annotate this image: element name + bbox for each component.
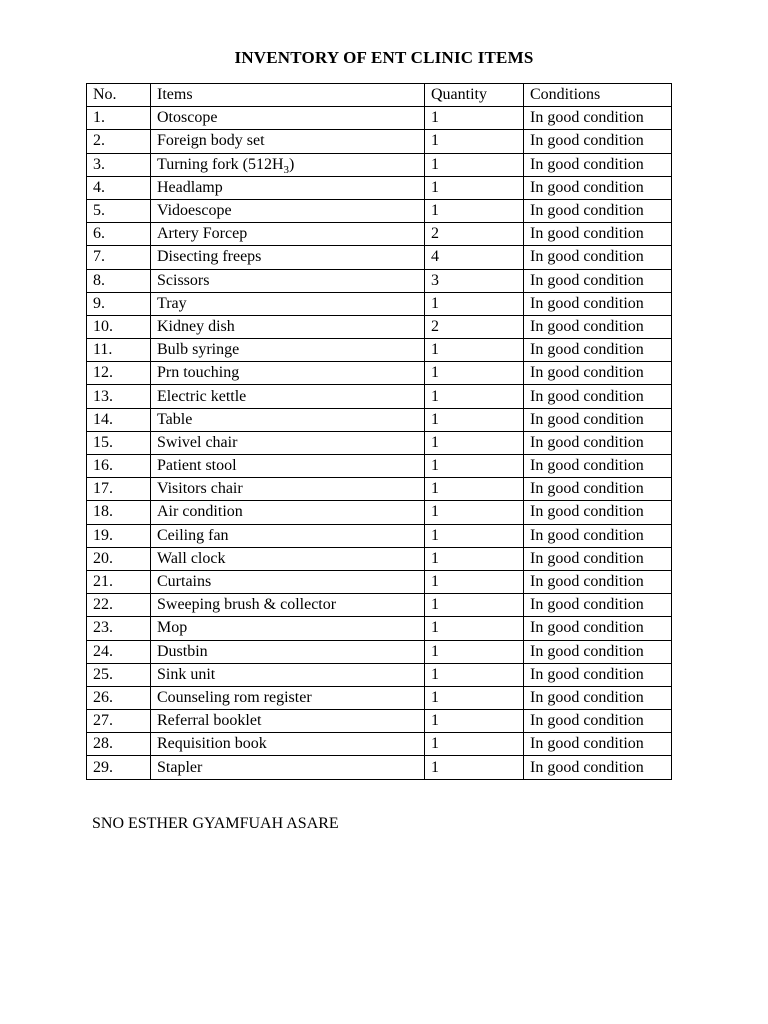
item-quantity: 1: [425, 686, 524, 709]
table-row: [87, 617, 672, 640]
row-number: 20.: [87, 547, 151, 570]
item-quantity: 1: [425, 107, 524, 130]
item-condition: In good condition: [524, 246, 672, 269]
item-condition: In good condition: [524, 315, 672, 338]
item-name: Wall clock: [151, 547, 425, 570]
row-number: 18.: [87, 501, 151, 524]
item-condition: In good condition: [524, 269, 672, 292]
table-row: [87, 269, 672, 292]
table-row: [87, 478, 672, 501]
row-number: 10.: [87, 315, 151, 338]
row-number: 29.: [87, 756, 151, 779]
item-quantity: 1: [425, 339, 524, 362]
row-number: 8.: [87, 269, 151, 292]
table-row: [87, 455, 672, 478]
item-quantity: 1: [425, 570, 524, 593]
item-quantity: 3: [425, 269, 524, 292]
row-number: 16.: [87, 455, 151, 478]
item-name: Air condition: [151, 501, 425, 524]
row-number: 28.: [87, 733, 151, 756]
table-row: [87, 130, 672, 153]
row-number: 13.: [87, 385, 151, 408]
inventory-table: [86, 83, 672, 780]
item-condition: In good condition: [524, 524, 672, 547]
item-name: Mop: [151, 617, 425, 640]
table-row: [87, 570, 672, 593]
item-name: Table: [151, 408, 425, 431]
table-row: [87, 501, 672, 524]
item-condition: In good condition: [524, 663, 672, 686]
item-name: Requisition book: [151, 733, 425, 756]
table-row: [87, 385, 672, 408]
item-name-text: Turning fork (512H: [157, 155, 284, 173]
item-quantity: 1: [425, 756, 524, 779]
document-title: INVENTORY OF ENT CLINIC ITEMS: [234, 48, 534, 67]
item-quantity: 1: [425, 455, 524, 478]
item-name: Vidoescope: [151, 199, 425, 222]
item-condition: In good condition: [524, 547, 672, 570]
table-row: [87, 292, 672, 315]
item-condition: In good condition: [524, 130, 672, 153]
header-items: Items: [151, 84, 425, 107]
item-condition: In good condition: [524, 153, 672, 176]
item-condition: In good condition: [524, 478, 672, 501]
header-no: No.: [87, 84, 151, 107]
item-quantity: 4: [425, 246, 524, 269]
inventory-table-body: [87, 107, 672, 779]
item-condition: In good condition: [524, 756, 672, 779]
table-row: [87, 547, 672, 570]
item-condition: In good condition: [524, 640, 672, 663]
header-quantity: Quantity: [425, 84, 524, 107]
item-name: Artery Forcep: [151, 223, 425, 246]
row-number: 7.: [87, 246, 151, 269]
table-row: [87, 663, 672, 686]
row-number: 11.: [87, 339, 151, 362]
item-name: Curtains: [151, 570, 425, 593]
item-condition: In good condition: [524, 686, 672, 709]
item-quantity: 1: [425, 385, 524, 408]
item-condition: In good condition: [524, 292, 672, 315]
item-quantity: 1: [425, 617, 524, 640]
item-quantity: 2: [425, 223, 524, 246]
table-row: [87, 315, 672, 338]
item-quantity: 1: [425, 362, 524, 385]
table-row: [87, 176, 672, 199]
item-name: Swivel chair: [151, 431, 425, 454]
item-condition: In good condition: [524, 733, 672, 756]
item-quantity: 1: [425, 547, 524, 570]
row-number: 9.: [87, 292, 151, 315]
item-name: Sink unit: [151, 663, 425, 686]
item-name: Dustbin: [151, 640, 425, 663]
item-quantity: 1: [425, 640, 524, 663]
item-name: Bulb syringe: [151, 339, 425, 362]
item-quantity: 1: [425, 663, 524, 686]
row-number: 22.: [87, 594, 151, 617]
item-condition: In good condition: [524, 339, 672, 362]
row-number: 26.: [87, 686, 151, 709]
table-row: [87, 710, 672, 733]
row-number: 21.: [87, 570, 151, 593]
table-row: [87, 246, 672, 269]
item-quantity: 1: [425, 176, 524, 199]
item-condition: In good condition: [524, 455, 672, 478]
table-row: [87, 339, 672, 362]
item-name: Kidney dish: [151, 315, 425, 338]
item-quantity: 1: [425, 130, 524, 153]
item-quantity: 1: [425, 199, 524, 222]
item-quantity: 1: [425, 431, 524, 454]
table-row: [87, 153, 672, 176]
table-row: [87, 431, 672, 454]
row-number: 3.: [87, 153, 151, 176]
item-name-tail: ): [289, 155, 295, 173]
item-quantity: 2: [425, 315, 524, 338]
table-row: [87, 594, 672, 617]
item-condition: In good condition: [524, 107, 672, 130]
item-condition: In good condition: [524, 199, 672, 222]
item-condition: In good condition: [524, 594, 672, 617]
item-name: Prn touching: [151, 362, 425, 385]
item-quantity: 1: [425, 594, 524, 617]
item-name: Otoscope: [151, 107, 425, 130]
row-number: 23.: [87, 617, 151, 640]
item-quantity: 1: [425, 710, 524, 733]
item-name: Referral booklet: [151, 710, 425, 733]
item-name: [151, 153, 425, 176]
item-condition: In good condition: [524, 362, 672, 385]
signature-name: SNO ESTHER GYAMFUAH ASARE: [92, 815, 339, 832]
item-quantity: 1: [425, 478, 524, 501]
table-row: [87, 107, 672, 130]
table-row: [87, 199, 672, 222]
table-row: [87, 408, 672, 431]
row-number: 6.: [87, 223, 151, 246]
item-quantity: 1: [425, 153, 524, 176]
item-quantity: 1: [425, 501, 524, 524]
table-row: [87, 362, 672, 385]
item-name: Scissors: [151, 269, 425, 292]
item-name: Foreign body set: [151, 130, 425, 153]
row-number: 24.: [87, 640, 151, 663]
row-number: 2.: [87, 130, 151, 153]
item-name: Headlamp: [151, 176, 425, 199]
item-quantity: 1: [425, 408, 524, 431]
item-name: Visitors chair: [151, 478, 425, 501]
row-number: 12.: [87, 362, 151, 385]
table-row: [87, 733, 672, 756]
item-condition: In good condition: [524, 431, 672, 454]
table-row: [87, 640, 672, 663]
item-condition: In good condition: [524, 408, 672, 431]
item-name: Counseling rom register: [151, 686, 425, 709]
item-name-subscript: 3: [283, 163, 290, 176]
item-quantity: 1: [425, 524, 524, 547]
row-number: 27.: [87, 710, 151, 733]
item-condition: In good condition: [524, 176, 672, 199]
table-row: [87, 686, 672, 709]
item-name: Stapler: [151, 756, 425, 779]
row-number: 1.: [87, 107, 151, 130]
item-name: Tray: [151, 292, 425, 315]
item-condition: In good condition: [524, 223, 672, 246]
item-condition: In good condition: [524, 570, 672, 593]
table-row: [87, 223, 672, 246]
item-quantity: 1: [425, 292, 524, 315]
row-number: 15.: [87, 431, 151, 454]
table-row: [87, 756, 672, 779]
item-name: Sweeping brush & collector: [151, 594, 425, 617]
item-condition: In good condition: [524, 710, 672, 733]
row-number: 5.: [87, 199, 151, 222]
header-conditions: Conditions: [524, 84, 672, 107]
table-row: [87, 524, 672, 547]
row-number: 25.: [87, 663, 151, 686]
item-name: Disecting freeps: [151, 246, 425, 269]
item-condition: In good condition: [524, 501, 672, 524]
item-quantity: 1: [425, 733, 524, 756]
row-number: 4.: [87, 176, 151, 199]
row-number: 17.: [87, 478, 151, 501]
row-number: 14.: [87, 408, 151, 431]
item-condition: In good condition: [524, 617, 672, 640]
row-number: 19.: [87, 524, 151, 547]
item-name: Patient stool: [151, 455, 425, 478]
item-name: Ceiling fan: [151, 524, 425, 547]
item-name: Electric kettle: [151, 385, 425, 408]
table-header-row: [87, 84, 672, 107]
item-condition: In good condition: [524, 385, 672, 408]
